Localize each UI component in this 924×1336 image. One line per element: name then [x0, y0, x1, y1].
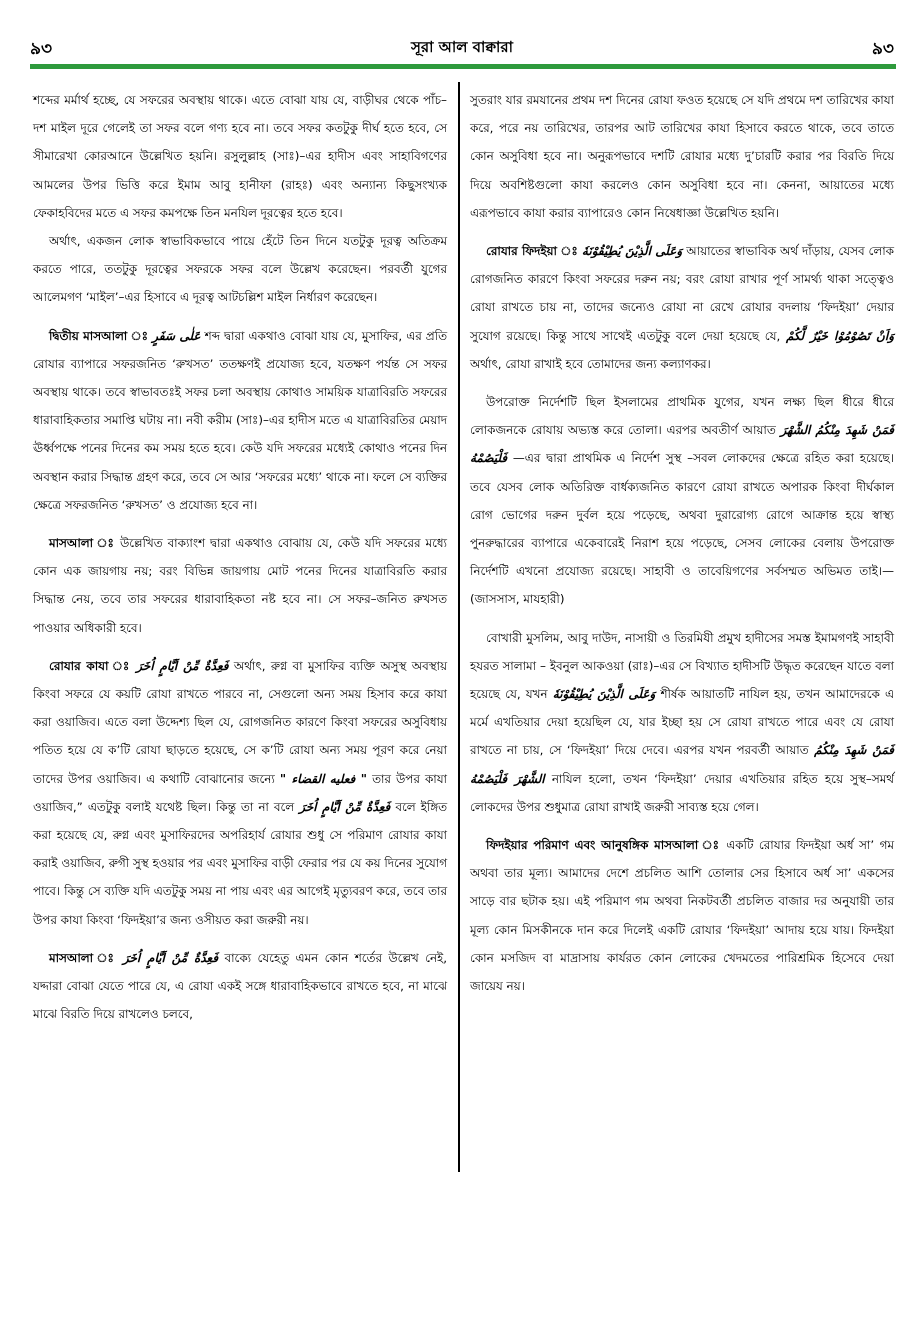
section-masala — [33, 529, 447, 642]
section-roza-kaza — [33, 652, 447, 934]
page-header — [30, 36, 894, 62]
running-title: সূরা আল বাক্বারা — [410, 38, 514, 56]
section-heading: রোযার ফিদইয়া ঃ — [486, 244, 578, 259]
paragraph-text: —এর দ্বারা প্রাথমিক এ নির্দেশ সুস্থ –সবল লোকদের ক্ষেত্রে রহিত করা হয়েছে। তবে যেসব লোক অতিরিক্ত বার্ধক্যজনিত কারণে রোযা রাখতে অপারক কিংবা দীর্ঘকাল রোগ ভোগের দরুন দুর্বল হয়ে পড়েছে, অথবা দুরারোগ্য রোগে আক্রান্ত হয়ে স্বাস্থ্য পুনরুদ্ধারের ব্যাপারে একেবারেই নিরাশ হয়ে পড়েছে, সেসব লোকের বেলায় উপরোক্ত নির্দেশটি এখনো প্রযোজ্য রয়েছে। সাহাবী ও তাবেয়িগণের সর্বসম্মত অভিমত তাই।— (জাসসাস, মাযহারী) — [470, 451, 895, 607]
section-text: বাক্যে যেহেতু এমন কোন শর্তের উল্লেখ নেই, যদ্দারা বোঝা যেতে পারে যে, এ রোযা একই সঙ্গে ধারাবাহিকভাবে রাখতে হবে, না মাঝে মাঝে বিরতি দিয়ে রাখলেও চলবে, — [33, 950, 448, 1022]
arabic-quote: وَعَلَى الَّذِيْنَ يُطِيْقُوْنَهٗ — [581, 244, 683, 259]
section-heading: দ্বিতীয় মাসআলা ঃ — [49, 328, 149, 343]
arabic-quote: " فعليه القضاء " — [279, 771, 367, 786]
paragraph-text: বোখারী মুসলিম, আবু দাউদ, নাসায়ী ও তিরমিযী প্রমুখ হাদীসের সমস্ত ইমামগণই সাহাবী হযরত সালামা – ইবনুল আকওয়া (রাঃ)–এর সে বিখ্যাত হাদীসটি উদ্ধৃত করেছেন যাতে বলা হয়েছে যে, যখন — [470, 630, 894, 702]
section-text: একটি রোযার ফিদইয়া অর্ধ সা’ গম অথবা তার মূল্য। আমাদের দেশে প্রচলিত আশি তোলার সের হিসাবে অর্ধ সা’ একসের সাড়ে বার ছটাক হয়। এই পরিমাণ গম অথবা নিকটবর্তী প্রচলিত বাজার দর অনুযায়ী তার মূল্য কোন মিসকীনকে দান করে দিলেই একটি রোযার ‘ফিদইয়া’ আদায় হয়ে যায়। ফিদইয়া কোন মসজিদ বা মাদ্রাসায় কার্যরত কোন লোকের খেদমতের পারিশ্রমিক হিসেবে দেয়া জায়েয নয়। — [470, 838, 894, 994]
section-text: বলে ইঙ্গিত করা হয়েছে যে, রুগ্ন এবং মুসাফিরদের অপরিহার্য রোযার শুধু সে পরিমাণ রোযার কাযা করাই ওয়াজিব, রুগী সুস্থ হওয়ার পর এবং মুসাফির বাড়ী ফেরার পর যে কয় দিনের সুযোগ পাবে। কিন্তু সে ব্যক্তি যদি এতটুকু সময় না পায় এবং এর আগেই মৃত্যুবরণ করে, তবে তার উপর কাযা কিংবা ‘ফিদইয়া’র জন্য ওসীয়ত করা জরুরী নয়। — [33, 799, 448, 927]
paragraph: সুতরাং যার রমযানের প্রথম দশ দিনের রোযা ফওত হয়েছে সে যদি প্রথমে দশ তারিখের কাযা করে, পরে নয় তারিখের, তারপর আট তারিখের কাযা হিসাবে করতে থাকে, তবে তাতে কোন অসুবিধা হবে না। অনুরূপভাবে দশটি রোযার মধ্যে দু’চারটি করার পর বিরতি দিয়ে দিয়ে অবশিষ্টগুলো কাযা করলেও কোন অসুবিধা হবে না। কেননা, আয়াতের মধ্যে এরূপভাবে কাযা করার ব্যাপারেও কোন নিষেধাজ্ঞা উল্লেখিত হয়নি। — [470, 93, 894, 220]
section-text: উল্লেখিত বাক্যাংশ দ্বারা একথাও বোঝায় যে, কেউ যদি সফরের মধ্যে কোন এক জায়গায় নয়; বরং বিভিন্ন জায়গায় মোট পনের দিনের যাত্রাবিরতি করার সিদ্ধান্ত নেয়, তবে তার সফরের ধারাবাহিকতা নষ্ট হবে না। সে সফর–জনিত রুখসত পাওয়ার অধিকারী হবে। — [33, 536, 447, 635]
section-second-masala — [33, 322, 447, 519]
section-text: তার উপর কাযা ওয়াজিব,” এতটুকু বলাই যথেষ্ট ছিল। কিন্তু তা না বলে — [33, 771, 448, 814]
paragraph: শব্দের মর্মার্থ হচ্ছে, যে সফরের অবস্থায় থাকে। এতে বোঝা যায় যে, বাড়ীঘর থেকে পাঁচ–দশ মাইল দূরে গেলেই তা সফর বলে গণ্য হবে না। তবে সফর কতটুকু দীর্ঘ হতে হবে, সে সীমারেখা কোরআনে উল্লেখিত হয়নি। রসুলুল্লাহ (সাঃ)–এর হাদীস এবং সাহাবিগণের আমলের উপর ভিত্তি করে ইমাম আবু হানীফা (রাহঃ) এবং অন্যান্য কিছুসংখ্যক ফেকাহবিদের মতে এ সফর কমপক্ষে তিন মনযিল দূরত্বের হতে হবে। — [33, 93, 447, 220]
arabic-quote: فَمَنْ شَهِدَ مِنْكُمُ الشَّهْرَ فَلْيَصُمْهُ — [470, 743, 895, 786]
paragraph — [470, 388, 894, 614]
section-heading: মাসআলা ঃ — [49, 536, 116, 551]
arabic-quote: فَمَنْ شَهِدَ مِنْكُمُ الشَّهْرَ فَلْيَصُمْهُ — [470, 423, 894, 466]
paragraph: অর্থাৎ, একজন লোক স্বাভাবিকভাবে পায়ে হেঁটে তিন দিনে যতটুকু দূরত্ব অতিক্রম করতে পারে, ততটুকু দূরত্বের সফরকে সফর বলে উল্লেখ করেছেন। পরবর্তী যুগের আলেমগণ ‘মাইল’–এর হিসাবে এ দূরত্ব আটচল্লিশ মাইল নির্ধারণ করেছেন। — [33, 234, 447, 305]
section-text: আয়াতের স্বাভাবিক অর্থ দাঁড়ায়, যেসব লোক রোগজনিত কারণে কিংবা সফরের দরুন নয়; বরং রোযা রাখার পূর্ণ সামর্থ্য থাকা সত্ত্বেও রোযা রাখতে চায় না, তাদের জন্যেও রোযা না রেখে রোযার বদলায় ‘ফিদইয়া’ দেয়ার সুযোগ রয়েছে। কিন্তু সাথে সাথেই এতটুকু বলে দেয়া হয়েছে যে, — [470, 244, 894, 343]
section-heading: ফিদইয়ার পরিমাণ এবং আনুষঙ্গিক মাসআলা ঃ — [486, 838, 721, 853]
paragraph-text: শীর্ষক আয়াতটি নাযিল হয়, তখন আমাদেরকে এ মর্মে এখতিয়ার দেয়া হয়েছিল যে, যার ইচ্ছা হয় সে রোযা রাখতে পারে এবং যে রোযা রাখতে না চায়, সে ‘ফিদইয়া’ দিয়ে দেবে। এরপর যখন পরবর্তী আয়াত — [470, 687, 894, 758]
left-column — [33, 86, 447, 1029]
arabic-quote: عَلٰى سَفَرٍ — [152, 328, 201, 343]
page-number-right: ৯৩ — [871, 39, 894, 59]
page-number-left: ৯৩ — [30, 39, 53, 59]
arabic-quote: فَعِدَّةٌ مِّنْ اَيَّامٍ اُخَرَ — [299, 799, 391, 814]
section-text: শব্দ দ্বারা একথাও বোঝা যায় যে, মুসাফির, এর প্রতি রোযার ব্যাপারে সফরজনিত ‘রুখসত’ ততক্ষণই প্রযোজ্য হবে, যতক্ষণ পর্যন্ত সে সফর অবস্থায় থাকে। তবে স্বাভাবতঃই সফর চলা অবস্থায় কোথাও সাময়িক যাত্রাবিরতি সফরের ধারাবাহিকতার সমাপ্তি ঘটায় না। নবী করীম (সাঃ)–এর হাদীস মতে এ যাত্রাবিরতির মেয়াদ ঊর্ধ্বপক্ষে পনের দিনের কম সময় হতে হবে। কেউ যদি সফরের মধ্যেই কোথাও পনের দিন অবস্থান করার সিদ্ধান্ত গ্রহণ করে, তবে সে আর ‘সফরের মধ্যে’ থাকে না। ফলে সে ব্যক্তির ক্ষেত্রে সফরজনিত ‘রুখসত’ ও প্রযোজ্য হবে না। — [33, 328, 448, 512]
section-text: অর্থাৎ, রুগ্ন বা মুসাফির ব্যক্তি অসুস্থ অবস্থায় কিংবা সফরে যে কয়টি রোযা রাখতে পারবে না, সেগুলো অন্য সময় হিসাব করে কাযা করা ওয়াজিব। এতে বলা উদ্দেশ্য ছিল যে, রোগজনিত কারণে কিংবা সফরের অসুবিধায় পতিত হয়ে যে ক’টি রোযা ছাড়তে হয়েছে, সে ক’টি রোযা অন্য সময় পূরণ করে নেয়া তাদের উপর ওয়াজিব। এ কথাটি বোঝানোর জন্যে — [33, 658, 448, 786]
paragraph-text: উপরোক্ত নির্দেশটি ছিল ইসলামের প্রাথমিক যুগের, যখন লক্ষ্য ছিল ধীরে ধীরে লোকজনকে রোযায় অভ্যস্ত করে তোলা। এরপর অবতীর্ণ আয়াত — [470, 395, 894, 438]
arabic-quote: فَعِدَّةٌ مِّنْ اَيَّامٍ اُخَرَ — [122, 950, 219, 965]
section-fidya-amount — [470, 831, 894, 1000]
section-heading: রোযার কাযা ঃ — [49, 658, 131, 673]
column-divider — [458, 82, 460, 1172]
paragraph-text: নাযিল হলো, তখন ‘ফিদইয়া’ দেয়ার এখতিয়ার রহিত হয়ে সুস্থ–সমর্থ লোকদের উপর শুধুমাত্র রোযা রাখাই জরুরী সাব্যস্ত হয়ে গেল। — [470, 771, 895, 814]
header-rule — [30, 64, 896, 69]
right-column — [470, 86, 894, 1000]
section-heading: মাসআলা ঃ — [49, 950, 117, 965]
paragraph — [470, 624, 894, 821]
section-masala-2 — [33, 944, 447, 1029]
section-text: অর্থাৎ, রোযা রাখাই হবে তোমাদের জন্য কল্যাণকর। — [470, 356, 711, 371]
arabic-quote: وَاَنْ تَصُوْمُوْا خَيْرٌ لَّكُمْ — [785, 328, 894, 343]
arabic-quote: وَعَلَى الَّذِيْنَ يُطِيْقُوْنَهٗ — [552, 687, 656, 702]
section-roza-fidya — [470, 237, 894, 378]
arabic-quote: فَعِدَّةٌ مِّنْ اَيَّامٍ اُخَرَ — [136, 658, 229, 673]
